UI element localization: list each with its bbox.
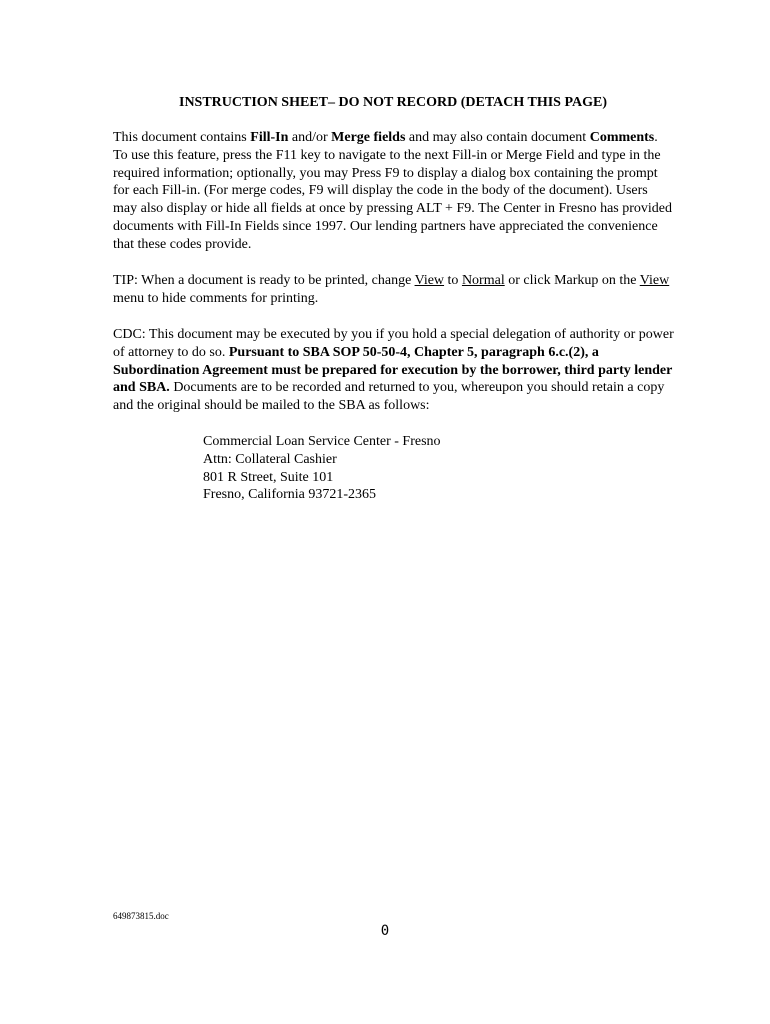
sop-requirement-text: Pursuant to SBA SOP 50-50-4, Chapter 5, paragraph 6.c.(2), a Subordination Agreement must be prepared for execution by the borrower, third party lender and SBA. xyxy=(113,344,673,396)
cdc-paragraph xyxy=(113,326,675,415)
p1-text-2: and/or xyxy=(288,130,332,145)
fill-in-instructions-paragraph xyxy=(113,129,675,254)
normal-term: Normal xyxy=(461,273,505,288)
address-line-2: Attn: Collateral Cashier xyxy=(203,451,337,467)
tip-text-1: TIP: When a document is ready to be printed, change xyxy=(113,273,415,288)
mailing-address xyxy=(203,433,441,504)
address-line-1: Commercial Loan Service Center - Fresno xyxy=(203,434,441,449)
p1-text-1: This document contains xyxy=(113,130,251,145)
cdc-text-2: Documents are to be recorded and returned to you, whereupon you should retain a copy and the original should be mailed to the SBA as follows: xyxy=(113,380,665,414)
tip-paragraph xyxy=(113,272,675,308)
p1-text-4: . To use this feature, press the F11 key to navigate to the next Fill-in or Merge Field and type in the required information; optionally, you may Press F9 to display a dialog box containing the prompt for each Fill-in. (For merge codes, F9 will display the code in the body of the document). Users may also display or hide all fields at once by pressing ALT + F9. The Center in Fresno has provided documents with Fill-In Fields since 1997. Our lending partners have appreciated the convenience that these codes provide. xyxy=(113,130,672,252)
merge-fields-term: Merge fields xyxy=(331,130,406,145)
tip-text-2: to xyxy=(444,273,462,288)
tip-text-4: menu to hide comments for printing. xyxy=(113,290,319,306)
footer-filename: 649873815.doc xyxy=(113,911,169,921)
tip-text-3: or click Markup on the xyxy=(504,273,640,288)
page-title: INSTRUCTION SHEET– DO NOT RECORD (DETACH THIS PAGE) xyxy=(179,95,607,110)
p1-text-3: and may also contain document xyxy=(405,130,590,145)
comments-term: Comments xyxy=(589,130,655,145)
view-menu-term: View xyxy=(639,273,670,288)
fill-in-term: Fill-In xyxy=(250,130,289,145)
view-term: View xyxy=(414,273,445,288)
cdc-text-1: CDC: This document may be executed by you if you hold a special delegation of authority or power of attorney to do so. xyxy=(113,327,674,360)
address-line-4: Fresno, California 93721-2365 xyxy=(203,487,377,503)
address-line-3: 801 R Street, Suite 101 xyxy=(203,469,334,485)
page-number: 0 xyxy=(380,923,390,939)
